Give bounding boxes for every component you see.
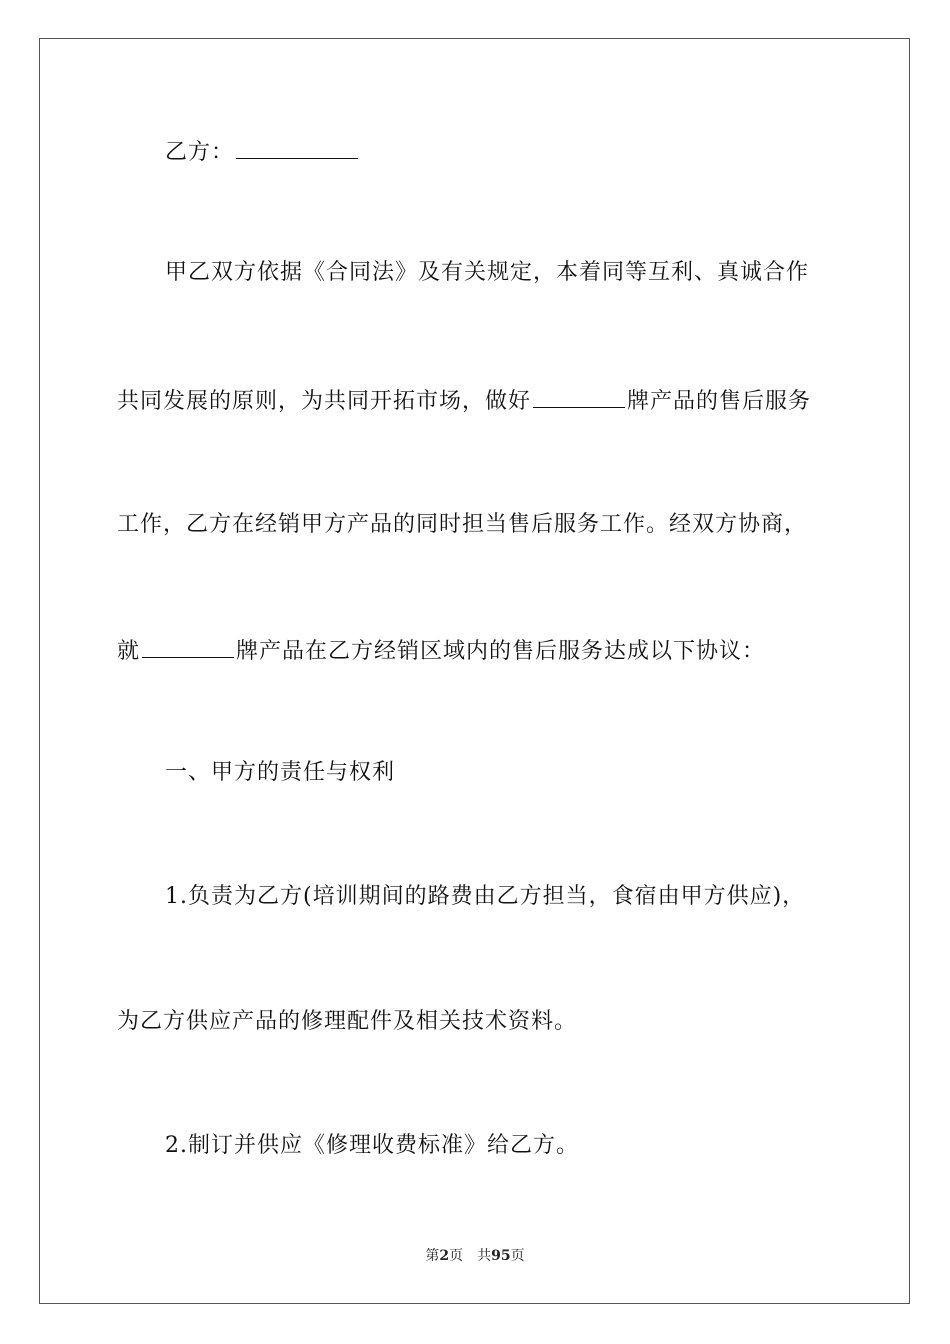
page-footer — [0, 1247, 950, 1265]
footer-page-total: 95 — [491, 1248, 511, 1264]
para1-line3: 工作，乙方在经销甲方产品的同时担当售后服务工作。经双方协商， — [117, 512, 808, 537]
brand-blank-1 — [533, 385, 625, 408]
footer-total-suffix: 页 — [510, 1248, 525, 1264]
para1-line4 — [117, 635, 765, 667]
footer-total-prefix: 共 — [477, 1248, 492, 1264]
item1-line1: 1.负责为乙方(培训期间的路费由乙方担当，食宿由甲方供应)， — [165, 884, 806, 909]
para1-line1: 甲乙双方依据《合同法》及有关规定，本着同等互利、真诚合作 — [165, 260, 810, 285]
para1-line4-a: 就 — [117, 639, 141, 664]
party-b-blank — [236, 136, 358, 159]
brand-blank-2 — [142, 635, 234, 658]
party-b-label: 乙方： — [165, 140, 235, 165]
page-frame — [39, 38, 910, 1304]
para1-line2-a: 共同发展的原则，为共同开拓市场，做好 — [117, 389, 532, 414]
party-b-line — [165, 136, 360, 168]
para1-line2-b: 牌产品的售后服务 — [627, 389, 812, 414]
footer-page-prefix: 第 — [425, 1248, 440, 1264]
para1-line4-b: 牌产品在乙方经销区域内的售后服务达成以下协议： — [236, 639, 766, 664]
footer-page-suffix: 页 — [449, 1248, 464, 1264]
footer-page-current: 2 — [439, 1248, 450, 1264]
item1-line2: 为乙方供应产品的修理配件及相关技术资料。 — [117, 1009, 578, 1034]
para1-line2 — [117, 385, 811, 417]
item2-line1: 2.制订并供应《修理收费标准》给乙方。 — [165, 1133, 579, 1158]
section1-heading: 一、甲方的责任与权利 — [165, 760, 396, 785]
